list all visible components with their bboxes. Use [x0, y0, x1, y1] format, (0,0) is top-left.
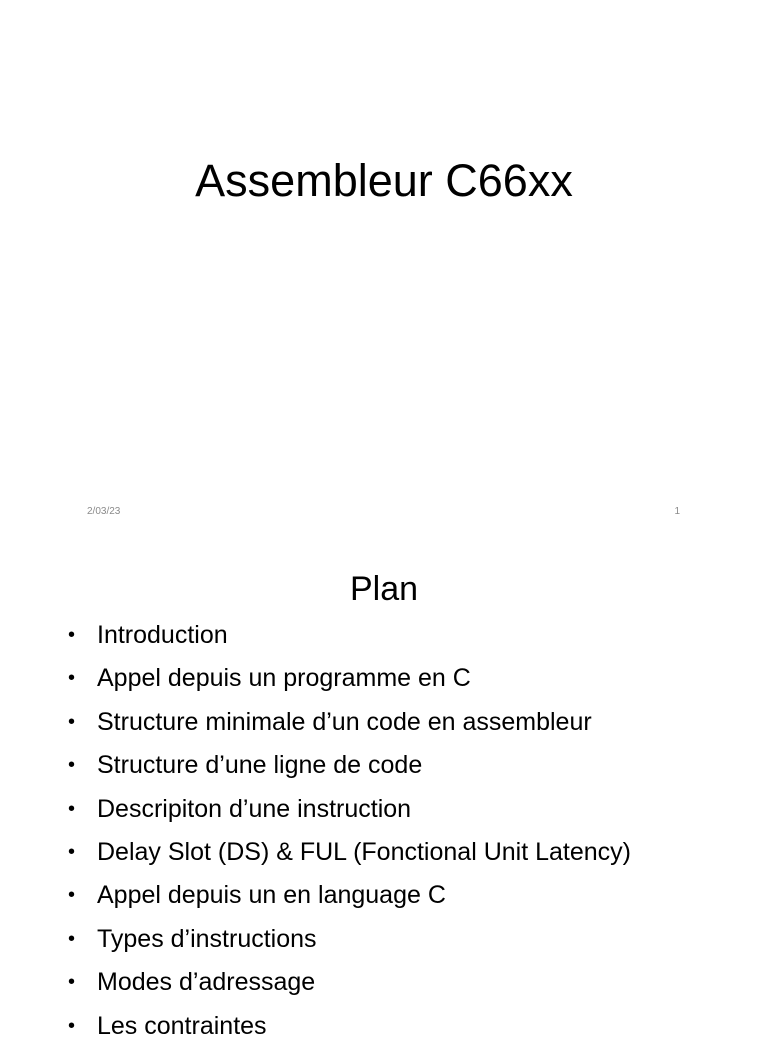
list-item-text: Structure minimale d’un code en assembleur: [97, 707, 592, 736]
bullet-icon: •: [68, 971, 76, 994]
list-item: [68, 789, 631, 832]
bullet-icon: •: [68, 754, 76, 777]
list-item-text: Types d’instructions: [97, 924, 317, 953]
plan-slide: [0, 539, 768, 1040]
list-item: [68, 832, 631, 875]
list-item: [68, 875, 631, 918]
bullet-icon: •: [68, 1014, 76, 1037]
list-item: [68, 658, 631, 701]
list-item: [68, 702, 631, 745]
list-item: [68, 962, 631, 1005]
bullet-icon: •: [68, 667, 76, 690]
bullet-icon: •: [68, 797, 76, 820]
list-item-text: Appel depuis un programme en C: [97, 664, 471, 693]
list-item-text: Appel depuis un en language C: [97, 881, 446, 910]
slide-title: Assembleur C66xx: [195, 155, 573, 206]
list-item: [68, 1006, 631, 1049]
list-item-text: Descripiton d’une instruction: [97, 794, 412, 823]
bullet-icon: •: [68, 840, 76, 863]
list-item-text: Delay Slot (DS) & FUL (Fonctional Unit Latency): [97, 837, 631, 866]
list-item-text: Les contraintes: [97, 1011, 267, 1040]
list-item-text: Introduction: [97, 621, 228, 649]
slide-page-number: 1: [674, 506, 680, 517]
slide-date: 2/03/23: [87, 506, 121, 517]
list-item: [68, 919, 631, 962]
list-item-text: Structure d’une ligne de code: [97, 751, 423, 780]
bullet-icon: •: [68, 927, 76, 950]
list-item-text: Modes d’adressage: [97, 968, 316, 997]
list-item: [68, 615, 631, 658]
list-item: [68, 745, 631, 788]
bullet-icon: •: [68, 624, 76, 646]
plan-bullet-list: [68, 615, 631, 1049]
plan-title: Plan: [349, 570, 419, 608]
bullet-icon: •: [68, 710, 76, 733]
bullet-icon: •: [68, 884, 76, 907]
